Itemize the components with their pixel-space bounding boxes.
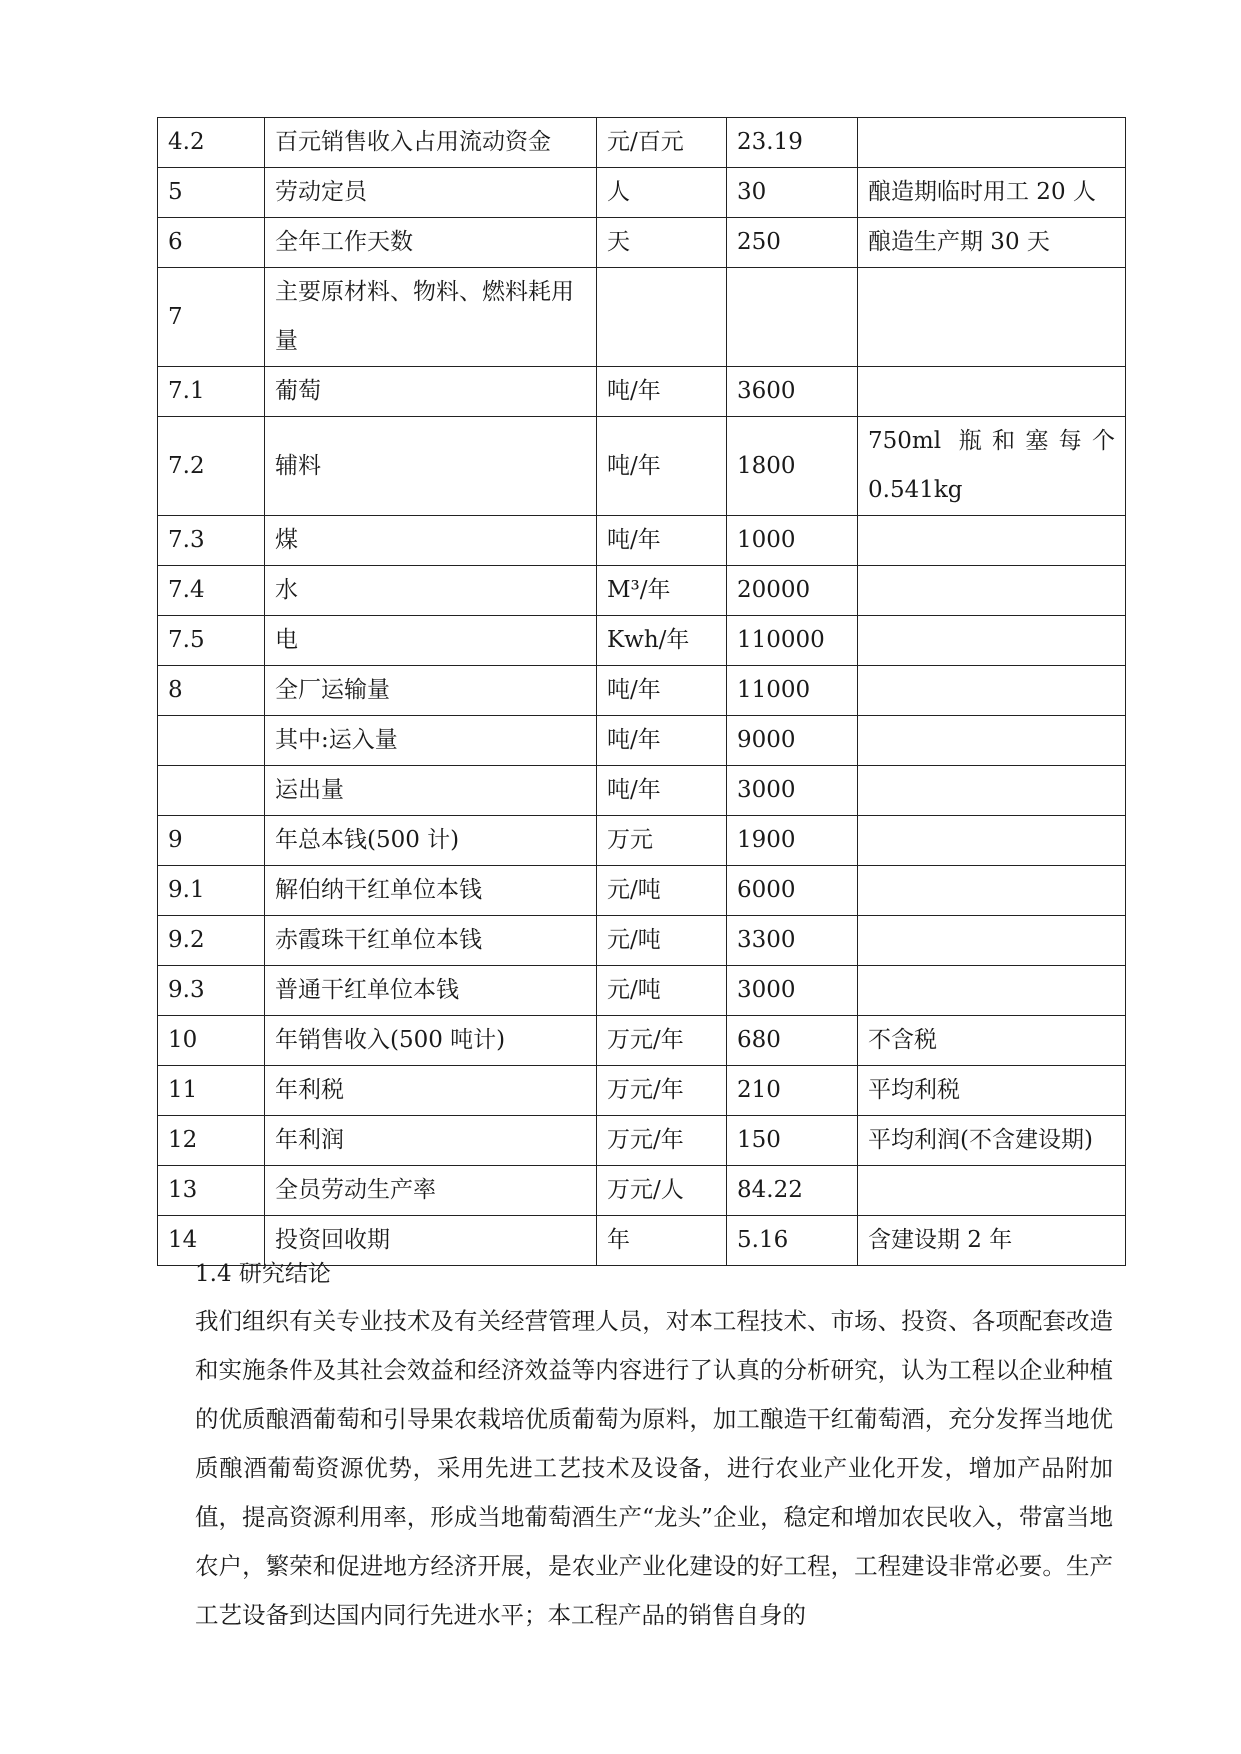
cell-no: 9	[158, 816, 265, 866]
cell-value: 680	[727, 1016, 858, 1066]
table-row	[158, 1116, 1126, 1166]
cell-value: 3300	[727, 916, 858, 966]
cell-value: 3000	[727, 766, 858, 816]
cell-item: 年利润	[265, 1116, 597, 1166]
cell-unit: 吨/年	[597, 367, 727, 417]
cell-value: 150	[727, 1116, 858, 1166]
table-row	[158, 1066, 1126, 1116]
cell-note: 不含税	[858, 1016, 1126, 1066]
table-row	[158, 716, 1126, 766]
cell-value: 20000	[727, 566, 858, 616]
cell-unit: 万元/年	[597, 1016, 727, 1066]
cell-item: 水	[265, 566, 597, 616]
cell-unit	[597, 268, 727, 367]
cell-item: 年利税	[265, 1066, 597, 1116]
cell-item: 年销售收入(500 吨计)	[265, 1016, 597, 1066]
cell-no: 4.2	[158, 118, 265, 168]
cell-value: 250	[727, 218, 858, 268]
cell-no: 6	[158, 218, 265, 268]
cell-value: 1900	[727, 816, 858, 866]
cell-note	[858, 916, 1126, 966]
table-row	[158, 218, 1126, 268]
cell-item: 电	[265, 616, 597, 666]
cell-no: 11	[158, 1066, 265, 1116]
cell-note: 酿造期临时用工 20 人	[858, 168, 1126, 218]
table-row	[158, 367, 1126, 417]
cell-note: 平均利润(不含建设期)	[858, 1116, 1126, 1166]
cell-unit: 吨/年	[597, 516, 727, 566]
cell-unit: 万元	[597, 816, 727, 866]
cell-note	[858, 666, 1126, 716]
table-row	[158, 1016, 1126, 1066]
cell-no: 14	[158, 1216, 265, 1266]
cell-unit: 天	[597, 218, 727, 268]
table-row	[158, 417, 1126, 516]
cell-note	[858, 966, 1126, 1016]
section-body-paragraph: 我们组织有关专业技术及有关经营管理人员，对本工程技术、市场、投资、各项配套改造和实施条件及其社会效益和经济效益等内容进行了认真的分析研究，认为工程以企业种植的优质酿酒葡萄和引导果农栽培优质葡萄为原料，加工酿造干红葡萄酒，充分发挥当地优质酿酒葡萄资源优势，采用先进工艺技术及设备，进行农业产业化开发，增加产品附加值，提高资源利用率，形成当地葡萄酒生产“龙头”企业，稳定和增加农民收入，带富当地农户，繁荣和促进地方经济开展，是农业产业化建设的好工程，工程建设非常必要。生产工艺设备到达国内同行先进水平；本工程产品的销售自身的	[195, 1307, 1113, 1629]
cell-item: 解伯纳干红单位本钱	[265, 866, 597, 916]
cell-note	[858, 268, 1126, 367]
table-row	[158, 816, 1126, 866]
cell-unit: 元/吨	[597, 916, 727, 966]
cell-no: 8	[158, 666, 265, 716]
cell-no: 7.3	[158, 516, 265, 566]
cell-item: 投资回收期	[265, 1216, 597, 1266]
cell-item: 百元销售收入占用流动资金	[265, 118, 597, 168]
cell-note	[858, 816, 1126, 866]
cell-note	[858, 118, 1126, 168]
cell-unit: 吨/年	[597, 766, 727, 816]
cell-unit: 吨/年	[597, 417, 727, 516]
cell-unit: 吨/年	[597, 716, 727, 766]
cell-unit: 元/吨	[597, 866, 727, 916]
cell-value: 1800	[727, 417, 858, 516]
cell-item: 全厂运输量	[265, 666, 597, 716]
table-row	[158, 566, 1126, 616]
cell-unit: 吨/年	[597, 666, 727, 716]
cell-no	[158, 716, 265, 766]
indicator-table	[157, 117, 1126, 1266]
cell-note: 平均利税	[858, 1066, 1126, 1116]
cell-no: 7.1	[158, 367, 265, 417]
cell-note	[858, 766, 1126, 816]
cell-value: 110000	[727, 616, 858, 666]
cell-value	[727, 268, 858, 367]
cell-item: 其中:运入量	[265, 716, 597, 766]
cell-item: 劳动定员	[265, 168, 597, 218]
cell-item: 全员劳动生产率	[265, 1166, 597, 1216]
cell-item: 全年工作天数	[265, 218, 597, 268]
table-row	[158, 268, 1126, 367]
cell-unit: 元/百元	[597, 118, 727, 168]
cell-item: 葡萄	[265, 367, 597, 417]
cell-note	[858, 516, 1126, 566]
cell-no: 13	[158, 1166, 265, 1216]
cell-no: 7	[158, 268, 265, 367]
table-row	[158, 1166, 1126, 1216]
indicator-table-body	[158, 118, 1126, 1266]
table-row	[158, 516, 1126, 566]
cell-item: 年总本钱(500 计)	[265, 816, 597, 866]
cell-unit: 万元/年	[597, 1066, 727, 1116]
table-row	[158, 118, 1126, 168]
cell-note	[858, 367, 1126, 417]
cell-item: 辅料	[265, 417, 597, 516]
cell-no: 10	[158, 1016, 265, 1066]
cell-no	[158, 766, 265, 816]
cell-unit: 人	[597, 168, 727, 218]
cell-note: 酿造生产期 30 天	[858, 218, 1126, 268]
cell-no: 7.4	[158, 566, 265, 616]
cell-value: 23.19	[727, 118, 858, 168]
cell-value: 9000	[727, 716, 858, 766]
table-row	[158, 168, 1126, 218]
cell-value: 210	[727, 1066, 858, 1116]
cell-item: 煤	[265, 516, 597, 566]
cell-no: 12	[158, 1116, 265, 1166]
cell-note: 含建设期 2 年	[858, 1216, 1126, 1266]
cell-item: 运出量	[265, 766, 597, 816]
cell-note	[858, 616, 1126, 666]
section-heading: 1.4 研究结论	[195, 1261, 331, 1287]
cell-note	[858, 566, 1126, 616]
cell-value: 3000	[727, 966, 858, 1016]
cell-value: 84.22	[727, 1166, 858, 1216]
table-row	[158, 966, 1126, 1016]
cell-note	[858, 866, 1126, 916]
cell-no: 9.1	[158, 866, 265, 916]
cell-note	[858, 716, 1126, 766]
cell-value: 3600	[727, 367, 858, 417]
table-row	[158, 916, 1126, 966]
cell-unit: 万元/人	[597, 1166, 727, 1216]
cell-item: 普通干红单位本钱	[265, 966, 597, 1016]
cell-no: 9.2	[158, 916, 265, 966]
cell-value: 30	[727, 168, 858, 218]
cell-note	[858, 1166, 1126, 1216]
cell-value: 6000	[727, 866, 858, 916]
cell-no: 5	[158, 168, 265, 218]
cell-unit: 元/吨	[597, 966, 727, 1016]
cell-item: 主要原材料、物料、燃料耗用量	[265, 268, 597, 367]
table-row	[158, 866, 1126, 916]
table-row	[158, 616, 1126, 666]
cell-value: 11000	[727, 666, 858, 716]
cell-value: 1000	[727, 516, 858, 566]
table-row	[158, 766, 1126, 816]
cell-no: 7.5	[158, 616, 265, 666]
cell-unit: 万元/年	[597, 1116, 727, 1166]
table-row	[158, 666, 1126, 716]
cell-unit: 年	[597, 1216, 727, 1266]
cell-item: 赤霞珠干红单位本钱	[265, 916, 597, 966]
cell-no: 9.3	[158, 966, 265, 1016]
cell-value: 5.16	[727, 1216, 858, 1266]
cell-unit: M³/年	[597, 566, 727, 616]
cell-unit: Kwh/年	[597, 616, 727, 666]
cell-note: 750ml 瓶和塞每个0.541kg	[858, 417, 1126, 516]
cell-no: 7.2	[158, 417, 265, 516]
